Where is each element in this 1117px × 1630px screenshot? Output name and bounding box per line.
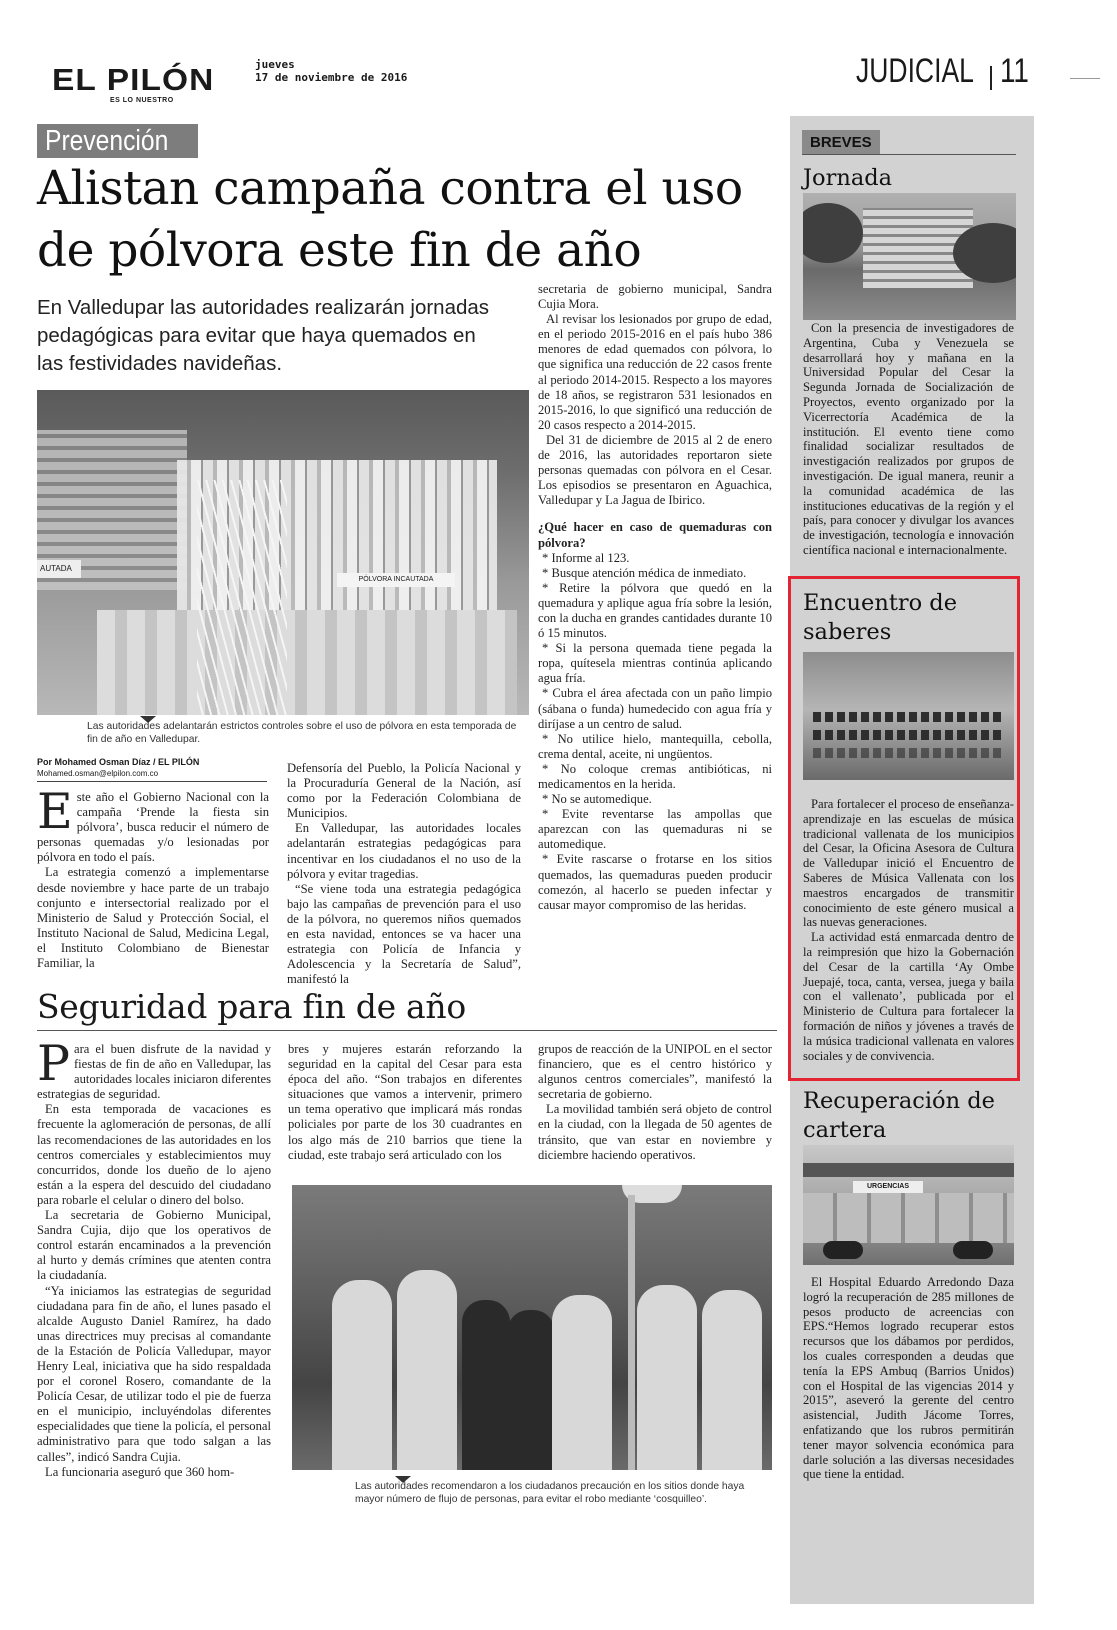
bullet-item: * Si la persona quemada tiene pegada la ropa, quítesela mientras continúa aplicando agua fría. — [538, 641, 772, 686]
brief-text-jornada — [803, 321, 1014, 558]
brief-text-encuentro — [803, 797, 1014, 1063]
breves-tab: BREVES — [802, 130, 880, 154]
fireworks-photo — [37, 390, 529, 715]
photo-shape — [397, 1270, 457, 1470]
encuentro-photo — [803, 652, 1014, 780]
paragraph: La movilidad también será objeto de control en la ciudad, con la llegada de 50 agentes de tránsito, que van estar en noviembre y diciembre haciendo operativos. — [538, 1102, 772, 1162]
header-separator — [990, 66, 992, 90]
bullet-item: * Retire la pólvora que quedó en la quemadura y aplique agua fría sobre la lesión, con la ducha en grandes cantidades durante 10 ó 15 minutos. — [538, 580, 772, 641]
brief-text-recuperacion — [803, 1275, 1014, 1482]
jornada-photo — [803, 193, 1016, 320]
breves-rule — [802, 154, 1016, 155]
photo-shape — [953, 1241, 993, 1259]
article-2-headline: Seguridad para fin de año — [37, 987, 466, 1026]
photo-sign: URGENCIAS — [853, 1181, 923, 1193]
second-column-3 — [538, 1042, 772, 1163]
bullet-item: * Busque atención médica de inmediato. — [542, 565, 747, 580]
article-deck: En Valledupar las autoridades realizarán jornadas pedagógicas para evitar que haya quemados en las festividades navideñas. — [37, 296, 490, 375]
photo-shape — [803, 1193, 1014, 1243]
paragraph: En esta temporada de vacaciones es frecuente la aglomeración de personas, de allí las recomendaciones de las autoridades en los centros comerciales y establecimientos muy concurridos, donde los dueño de lo ajeno están a la espera del descuido del ciudadano para robarle el celular o dinero del bolso. — [37, 1102, 271, 1207]
bullet-item: * Cubra el área afectada con un paño limpio (sábana o funda) humedecido con agua fría y diríjase a un centro de salud. — [538, 686, 772, 731]
photo-shape — [637, 1285, 697, 1470]
paragraph — [37, 783, 269, 865]
police-photo — [292, 1185, 772, 1470]
article-headline: Alistan campaña contra el uso de pólvora este fin de año — [37, 161, 743, 278]
photo-shape — [803, 203, 863, 263]
newspaper-logo: EL PILÓN — [52, 62, 215, 97]
page-number: 11 — [1000, 52, 1029, 90]
main-column-2 — [287, 761, 521, 987]
section-label: JUDICIAL — [856, 52, 974, 90]
paragraph-text: ara el buen disfrute de la navidad y fiestas de fin de año en Valledupar, las autoridades locales iniciaron diferentes estrategias de seguridad. — [37, 1042, 271, 1102]
photo-shape — [813, 748, 1003, 758]
paragraph: grupos de reacción de la UNIPOL en el sector financiero, que es el centro histórico y algunos centros comerciales”, manifestó la secretaria de gobierno. — [538, 1042, 772, 1102]
photo-shape — [332, 1280, 392, 1470]
photo-caption: Las autoridades adelantarán estrictos controles sobre el uso de pólvora en esta temporada de fin de año en Valledupar. — [87, 721, 517, 745]
bullet-item: * No se automedique. — [542, 792, 652, 807]
subheading: ¿Qué hacer en caso de quemaduras con pólvora? — [538, 520, 772, 550]
article-2-rule — [37, 1030, 777, 1031]
dropcap: P — [37, 1035, 70, 1092]
photo-shape — [803, 1163, 1014, 1177]
photo-sign-left: AUTADA — [37, 560, 81, 578]
bullet-list — [538, 551, 772, 913]
paragraph-text: ste año el Gobierno Nacional con la campaña ‘Prende la fiesta sin pólvora’, busca reducir el número de personas quemadas y/o lesionadas por pólvora en todo el país. — [37, 790, 269, 865]
hospital-photo — [803, 1145, 1014, 1265]
brief-title-recuperacion: Recuperación de cartera — [803, 1088, 995, 1143]
brief-title-jornada: Jornada — [803, 165, 893, 191]
paragraph: La estrategia comenzó a implementarse desde noviembre y hace parte de un trabajo conjunto e intersectorial realizado por el Ministerio de Salud y Protección Social, el Instituto Nacional de Salud, Medicina Legal, el Instituto Colombiano de Bienestar Familiar, la — [37, 865, 269, 971]
brief-title-encuentro: Encuentro de saberes — [803, 590, 958, 645]
issue-weekday: jueves — [255, 58, 295, 71]
photo-shape — [813, 730, 1003, 740]
paragraph — [37, 1035, 271, 1102]
header-rule — [1070, 78, 1100, 79]
paragraph: La funcionaria aseguró que 360 hom- — [45, 1464, 235, 1479]
main-column-3 — [538, 282, 772, 913]
photo-shape — [462, 1300, 510, 1470]
issue-date — [255, 58, 407, 84]
bullet-item: * No utilice hielo, mantequilla, cebolla, crema dental, aceite, ni ungüentos. — [538, 731, 772, 761]
byline: Por Mohamed Osman Díaz / EL PILÓN — [37, 757, 200, 767]
photo-shape — [552, 1295, 612, 1470]
second-column-2 — [288, 1042, 522, 1163]
bullet-item: * Informe al 123. — [542, 550, 630, 565]
paragraph: “Se viene toda una estrategia pedagógica bajo las campañas de prevención para el uso de la pólvora, no queremos niños quemados en esta navidad, entonces se va hacer una estrategia con Policía de Infancia y Adolescencia y la Secretaría de Salud”, manifestó la — [287, 881, 521, 987]
bullet-item: * No coloque cremas antibióticas, ni medicamentos en la herida. — [538, 761, 772, 791]
article-kicker — [37, 124, 198, 158]
dropcap: E — [37, 783, 73, 840]
paragraph: La secretaria de Gobierno Municipal, Sandra Cujia, dijo que los operativos de control estarán encaminados a la prevención al hurto y demás crímines que atenten contra la ciudadanía. — [37, 1208, 271, 1283]
paragraph: Al revisar los lesionados por grupo de edad, en el periodo 2015-2016 en el país hubo 386 menores de edad quemados con pólvora, lo que significa una reducción de 22 casos frente al periodo 2014-2015. Respecto a los mayores de 18 años, se registraron 531 lesionados en 2015-2016, lo que significó una reducción de 20 casos respecto a 2014-2015. — [538, 312, 772, 432]
photo-sign-right: PÓLVORA INCAUTADA — [337, 573, 455, 587]
photo-shape — [97, 610, 517, 715]
paragraph: En Valledupar, las autoridades locales adelantarán estrategias pedagógicas para incentivar en los ciudadanos el no uso de la pólvora y evitar tragedias. — [287, 821, 521, 881]
photo-shape — [813, 712, 1003, 722]
photo-shape — [823, 1241, 863, 1259]
second-column-1 — [37, 1035, 271, 1480]
paragraph: Con la presencia de investigadores de Argentina, Cuba y Venezuela se desarrollará hoy y mañana en la Universidad Popular del Cesar la Segunda Jornada de Socialización de Proyectos, evento organizado por la Vicerrectoría Académica de la institución. El evento tiene como finalidad socializar resultados de investigación realizados por grupos de investigación. De igual manera, reunir a la comunidad académica de las instituciones educativas de la región y el país, para conocer y divulgar los avances de investigación, tecnología e innovación científica nacional e internacionalmente. — [803, 321, 1014, 557]
byline-email: Mohamed.osman@elpilon.com.co — [37, 769, 159, 778]
photo-shape — [628, 1195, 635, 1470]
kicker-text: Prevención — [45, 125, 169, 157]
paragraph: “Ya iniciamos las estrategias de seguridad ciudadana para fin de año, el lunes pasado el alcalde Augusto Daniel Ramírez, ha dado unas directrices muy precisas al comandante de la Estación de Policía Valledupar, mayor Henry Leal, iniciativa que ha sido respaldada por el coronel Rosero, comandante de la Policía Cesar, de utilizar todo el pie de fuerza en el municipio, incluyéndolas diferentes especialidades que tiene la policía, el personal administrativo para que todo salgan a las calles”, indicó Sandra Cujia. — [37, 1283, 271, 1464]
photo-shape — [702, 1290, 762, 1470]
bullet-item: * Evite rascarse o frotarse en los sitios quemados, las quemaduras pueden producir comezón, al hacerlo se pueden infectar y causar mayor compromiso de las heridas. — [538, 852, 772, 912]
paragraph: Para fortalecer el proceso de enseñanza- aprendizaje en las escuelas de música tradicional vallenata de los municipios del Cesar, la Oficina Asesora de Cultura de Valledupar inició el Encuentro de Saberes de Música Vallenata con los maestros encargados de transmitir conocimiento de este género musical a las nuevas generaciones. — [803, 797, 1014, 930]
photo-shape — [197, 480, 287, 715]
photo-shape — [507, 1310, 555, 1470]
main-column-1 — [37, 783, 269, 971]
paragraph: bres y mujeres estarán reforzando la seguridad en la capital del Cesar para esta época del año. “Son trabajos en diferentes situaciones que vamos a intervenir, primero un tema operativo que implicará más rondas policiales por parte de los 30 cuadrantes en los algo más de 210 barrios que tiene la ciudad, este trabajo será articulado con los — [288, 1042, 522, 1162]
paragraph: Del 31 de diciembre de 2015 al 2 de enero de 2016, las autoridades reportaron siete personas quemadas con pólvora en el Cesar. Los episodios se presentaron en Aguachica, Valledupar y La Jagua de Ibirico. — [538, 432, 772, 508]
paragraph: Defensoría del Pueblo, la Policía Nacional y la Procuraduría General de la Nación, así como por la Federación Colombiana de Municipios. — [287, 761, 521, 821]
paragraph: secretaria de gobierno municipal, Sandra Cujia Mora. — [538, 282, 772, 312]
bullet-item: * Evite reventarse las ampollas que aparezcan con las quemaduras ni se automedique. — [538, 807, 772, 852]
newspaper-tagline: ES LO NUESTRO — [110, 97, 174, 104]
byline-rule — [37, 781, 267, 782]
issue-date-text: 17 de noviembre de 2016 — [255, 71, 408, 84]
paragraph: La actividad está enmarcada dentro de la reimpresión que hizo la Gobernación del Cesar de la cartilla ‘Ay Ombe Juepajé, toca, canta, versea, juega y baila con el vallenato’, publicada por el Ministerio de Cultura para fortalecer la formación de niños y jóvenes a través de la música tradicional vallenata en valores sociales y de convivencia. — [803, 930, 1014, 1063]
photo-caption-2: Las autoridades recomendaron a los ciudadanos precaución en los sitios donde haya mayor número de flujo de personas, para evitar el robo mediante ‘cosquilleo’. — [355, 1481, 745, 1505]
paragraph: El Hospital Eduardo Arredondo Daza logró la recuperación de 285 millones de pesos producto de acreencias con EPS.“Hemos logrado recuperar estos recursos que los dábamos por perdidos, los cuales corresponden a deudas que tenía la EPS Ambuq (Barrios Unidos) con el Hospital de las vigencias 2014 y 2015”, aseveró la gerente del centro asistencial, Judith Jácome Torres, enfatizando que los rubros permitirán tener mayor solvencia económica para darle solución a las diversas necesidades que tiene la entidad. — [803, 1275, 1014, 1482]
